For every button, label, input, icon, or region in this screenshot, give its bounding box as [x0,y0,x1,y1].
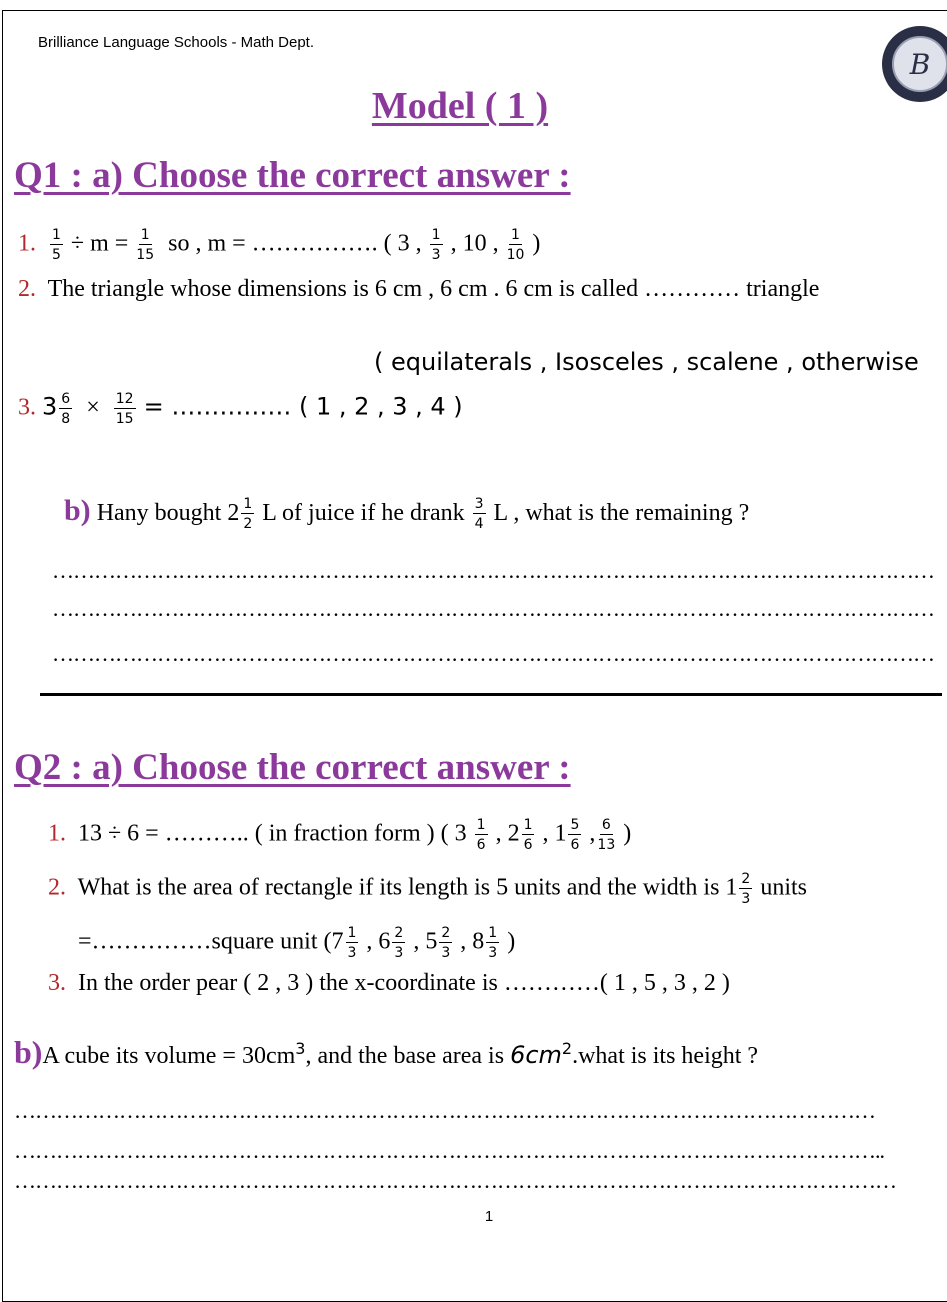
fraction: $\frac{1}{3}$ [431,227,441,263]
fraction: $\frac{1}{6}$ [523,817,533,853]
q2-item-3: 3. In the order pear ( 2 , 3 ) the x-coordinate is …………( 1 , 5 , 3 , 2 ) [48,970,730,996]
fraction: $\frac{1}{5}$ [52,227,61,263]
answer-line[interactable]: ……………………………………………………………………………………………………………… [52,558,934,583]
fraction: $\frac{2}{3}$ [741,871,751,907]
fraction: $\frac{2}{3}$ [441,925,451,961]
fraction: $\frac{1}{6}$ [476,817,486,853]
q1-item-3: 3. 3 $\frac{6}{8}$ × $\frac{12}{15}$ = …………… ( 1 , 2 , 3 , 4 ) [18,391,463,427]
fraction: $\frac{1}{3}$ [488,925,498,961]
fraction: $\frac{6}{8}$ [61,391,71,427]
q2-item-1: 1. 13 ÷ 6 = ……….. ( in fraction form ) ( 3 $\frac{1}{6}$ , 2 $\frac{1}{6}$ , 1 $\frac{5}{6}$ , $\frac{6}{13}$ ) [48,817,632,853]
page-title: Model ( 1 ) [371,85,549,127]
q2-part-b: b)A cube its volume = $30cm^3$, and the base area is $6cm^2.what$ is its height ? [14,1034,759,1070]
logo-letter: B [909,48,931,81]
q1-item-2-options: ( equilaterals , Isosceles , scalene , otherwise [374,348,919,376]
fraction: $\frac{3}{4}$ [474,496,484,533]
q1-part-b: b) Hany bought 2 $\frac{1}{2}$ L of juice if he drank $\frac{3}{4}$ L , what is the remaining ? [64,494,750,533]
q1-item-1: 1. $\frac{1}{5}$ ÷ m = $\frac{1}{15}$ so , m = ……………. ( 3 , $\frac{1}{3}$ , 10 , $\frac{1}{10}$ ) [18,227,541,263]
q1-heading: Q1 : a) Choose the correct answer : [14,155,571,196]
answer-line[interactable]: …………………………………………………………………………………………………………… [14,1098,875,1123]
fraction: $\frac{12}{15}$ [115,391,134,427]
fraction: $\frac{2}{3}$ [394,925,404,961]
fraction: $\frac{1}{10}$ [506,227,525,263]
answer-line[interactable]: …………………………………………………………………………………………………………….. [14,1138,884,1163]
q2-item-2: 2. What is the area of rectangle if its length is 5 units and the width is 1 $\frac{2}{3}$ units [48,871,808,907]
answer-line[interactable]: ……………………………………………………………………………………………………………… [14,1168,896,1193]
q1-item-2: 2. The triangle whose dimensions is 6 cm , 6 cm . 6 cm is called ………… triangle [18,276,820,302]
fraction: $\frac{1}{2}$ [243,496,253,533]
q2-item-2-line2: =……………square unit (7 $\frac{1}{3}$ , 6 $\frac{2}{3}$ , 5 $\frac{2}{3}$ , 8 $\frac{1}{3}$ ) [78,925,516,961]
answer-line[interactable]: ……………………………………………………………………………………………………………… [52,641,934,666]
fraction: $\frac{1}{15}$ [136,227,155,263]
fraction: $\frac{5}{6}$ [570,817,580,853]
section-divider [40,693,942,696]
fraction: $\frac{1}{3}$ [347,925,357,961]
fraction: $\frac{6}{13}$ [597,817,616,853]
q2-heading: Q2 : a) Choose the correct answer : [14,747,571,788]
school-header: Brilliance Language Schools - Math Dept. [38,34,314,51]
page-number: 1 [484,1208,494,1225]
answer-line[interactable]: ……………………………………………………………………………………………………………… [52,596,934,621]
